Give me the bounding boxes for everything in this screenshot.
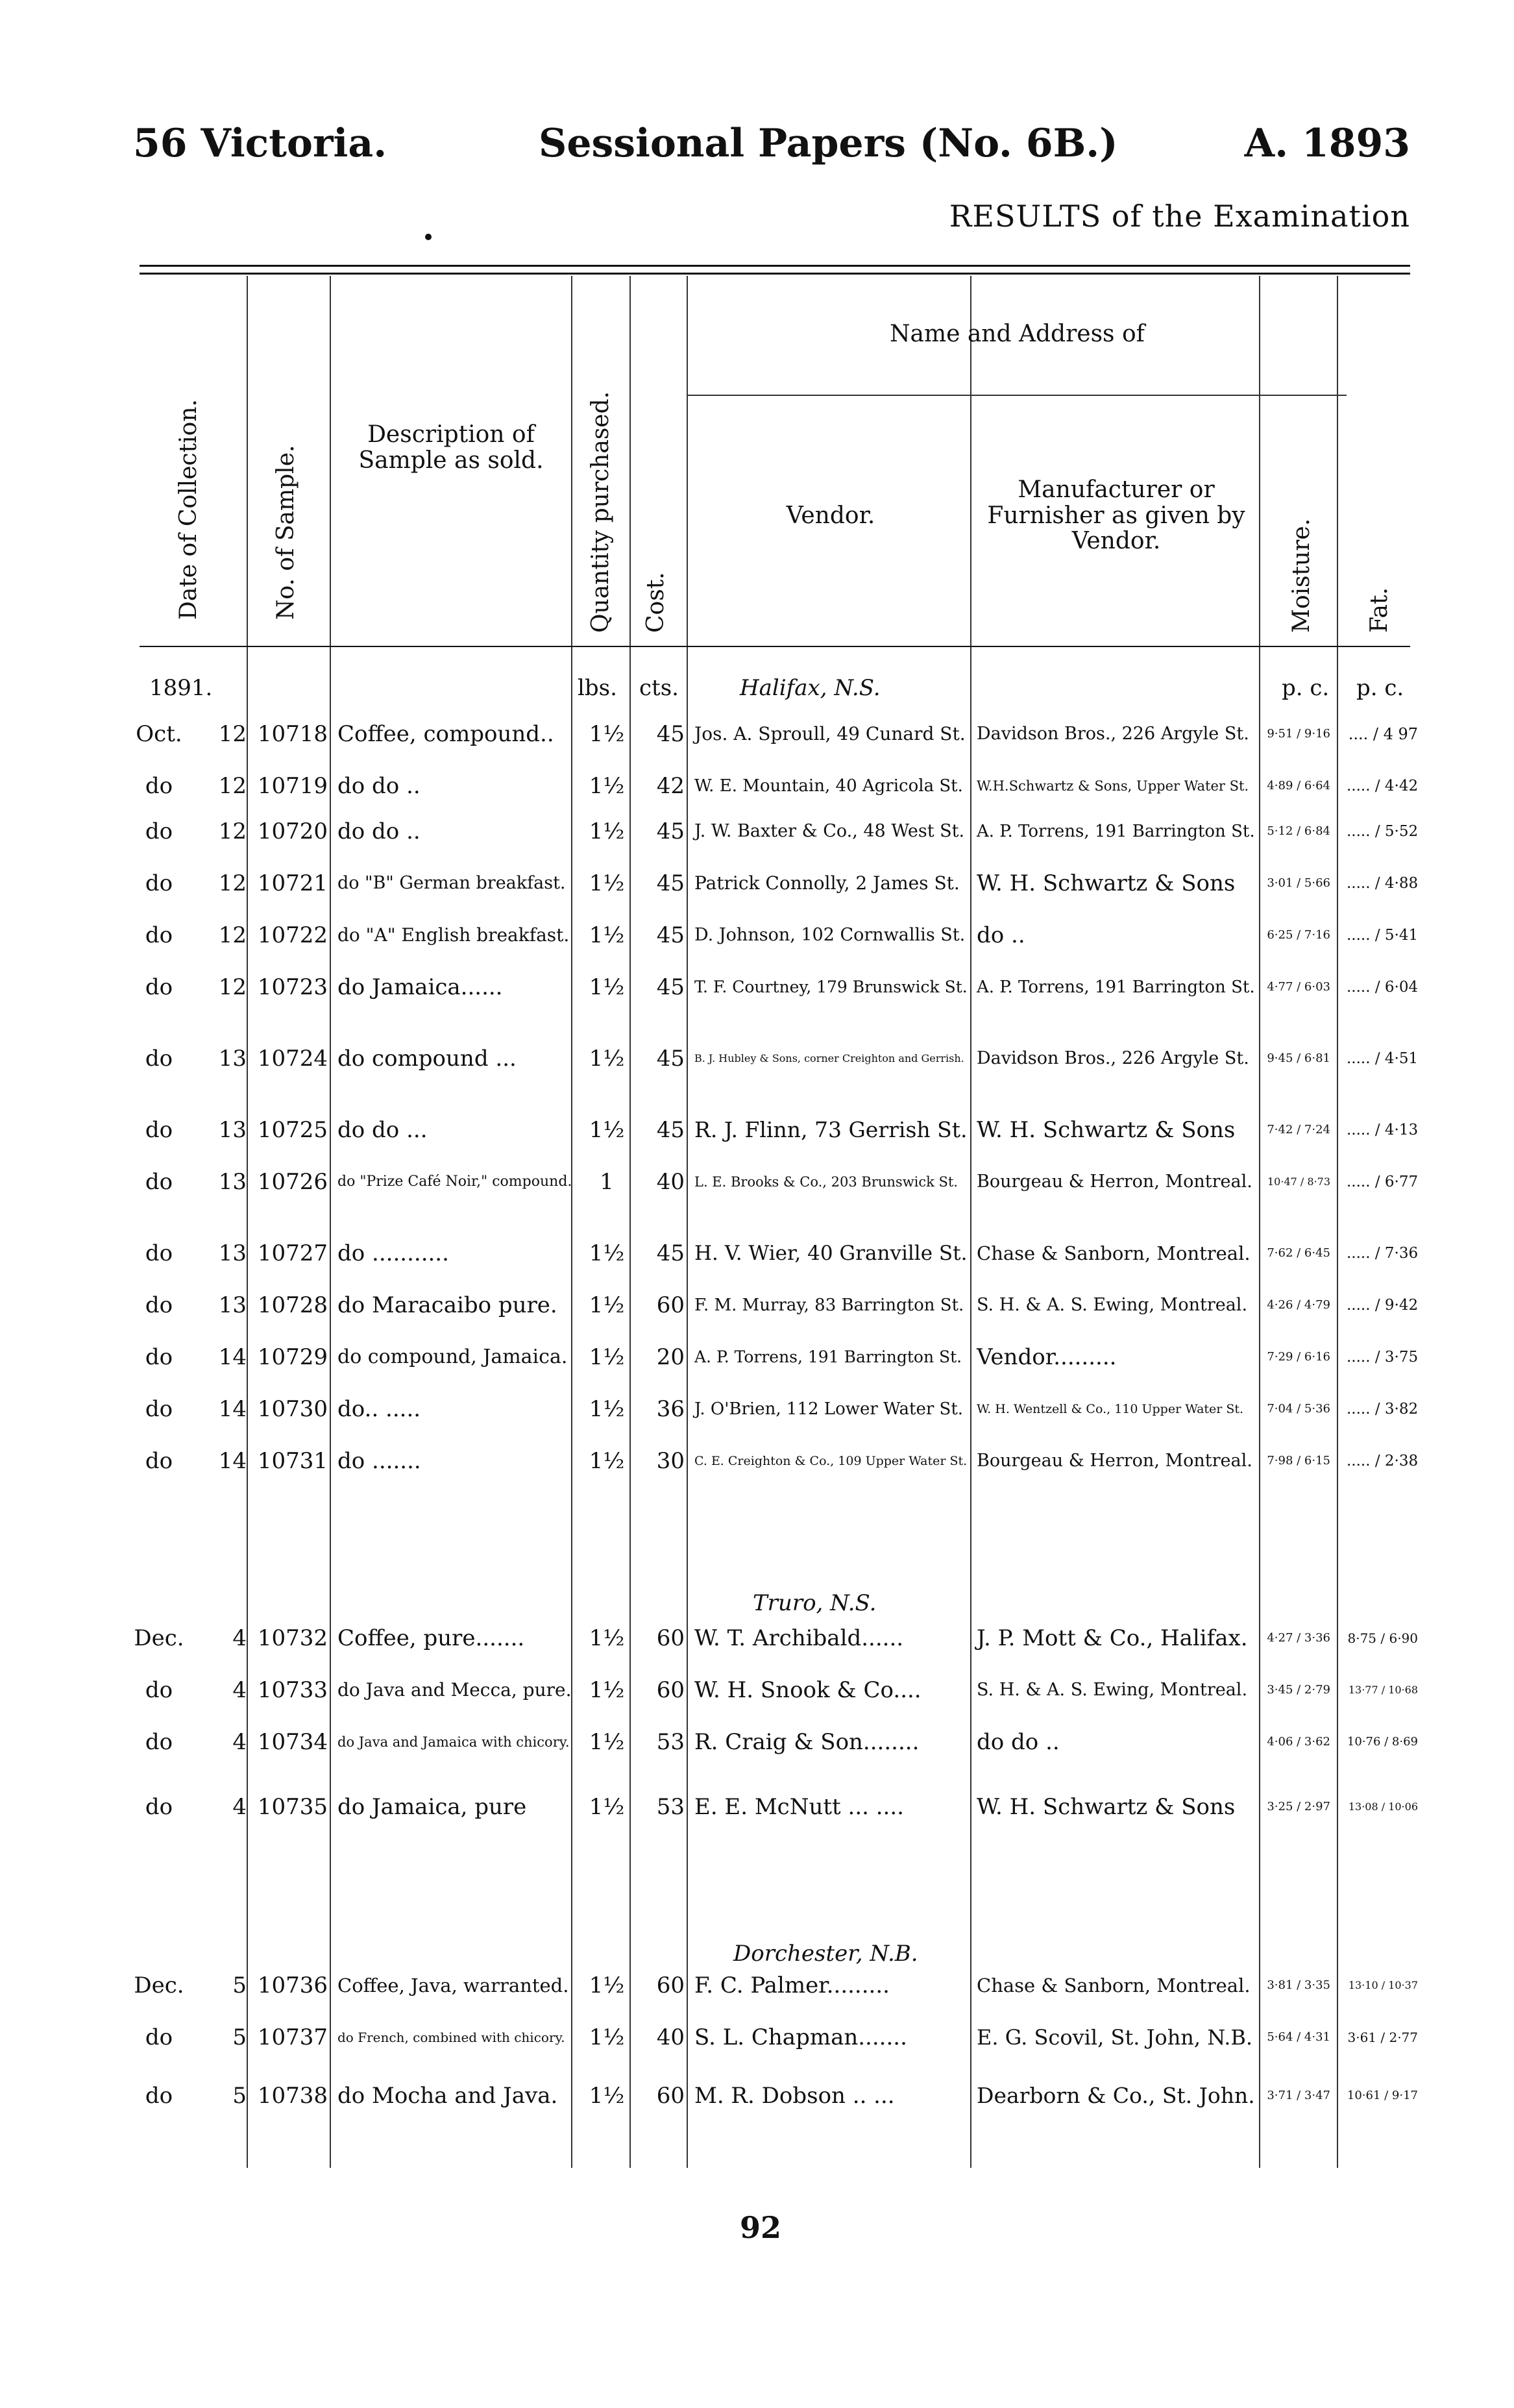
cell-mfr: W. H. Schwartz & Sons <box>977 870 1236 896</box>
cell-day: 5 <box>232 1972 247 1998</box>
cell-vendor: W. H. Snook & Co.... <box>694 1677 922 1703</box>
cell-qty: 1½ <box>589 1344 625 1370</box>
cell-no: 10738 <box>257 2083 328 2109</box>
cell-fat: ..... / 4·88 <box>1347 875 1419 892</box>
cell-desc: do do .. <box>337 818 421 844</box>
cell-qty: 1½ <box>589 2083 625 2109</box>
cell-fat: 13·08 / 10·06 <box>1348 1800 1418 1813</box>
col-sep <box>687 276 688 2168</box>
cell-desc: do ........... <box>337 1240 449 1266</box>
cell-day: 12 <box>218 974 247 1000</box>
table-row <box>0 871 1514 910</box>
cell-cost: 45 <box>656 818 685 844</box>
cell-qty: 1½ <box>589 974 625 1000</box>
col-fat-header: Fat. <box>1366 587 1393 633</box>
cell-desc: do French, combined with chicory. <box>337 2030 565 2045</box>
cell-month: do <box>145 1292 173 1318</box>
cell-mfr: do do .. <box>977 1729 1060 1755</box>
cell-no: 10735 <box>257 1794 328 1820</box>
cell-no: 10734 <box>257 1729 328 1755</box>
cell-mfr: W.H.Schwartz & Sons, Upper Water St. <box>977 778 1249 794</box>
cell-month: do <box>145 2083 173 2109</box>
col-sep <box>629 276 631 2168</box>
cell-no: 10726 <box>257 1169 328 1195</box>
cell-day: 13 <box>218 1292 247 1318</box>
cell-day: 13 <box>218 1169 247 1195</box>
cell-qty: 1½ <box>589 1396 625 1422</box>
table-row <box>0 923 1514 962</box>
cell-moist: 10·47 / 8·73 <box>1267 1175 1330 1188</box>
cell-no: 10721 <box>257 870 328 896</box>
cell-day: 14 <box>218 1344 247 1370</box>
cell-cost: 45 <box>656 870 685 896</box>
cell-cost: 45 <box>656 721 685 747</box>
cell-no: 10733 <box>257 1677 328 1703</box>
table-row <box>0 722 1514 761</box>
cell-day: 13 <box>218 1240 247 1266</box>
cell-mfr: A. P. Torrens, 191 Barrington St. <box>977 822 1255 841</box>
cell-fat: ..... / 5·41 <box>1347 927 1419 944</box>
header-right: A. 1893 <box>1244 121 1410 166</box>
cell-moist: 3·25 / 2·97 <box>1267 1800 1330 1813</box>
cell-mfr: Davidson Bros., 226 Argyle St. <box>977 1048 1249 1068</box>
cell-mfr: A. P. Torrens, 191 Barrington St. <box>977 977 1255 997</box>
cell-moist: 7·29 / 6·16 <box>1267 1350 1330 1364</box>
cell-qty: 1½ <box>589 1117 625 1143</box>
cell-qty: 1½ <box>589 1240 625 1266</box>
cell-mfr: Chase & Sanborn, Montreal. <box>977 1974 1251 1996</box>
header-center: Sessional Papers (No. 6B.) <box>539 121 1118 166</box>
col-sep <box>970 276 971 2168</box>
top-rule <box>140 265 1410 267</box>
cell-fat: ..... / 4·42 <box>1347 778 1419 794</box>
name-address-separator <box>688 395 1347 396</box>
cell-qty: 1½ <box>589 1677 625 1703</box>
table-row <box>0 975 1514 1014</box>
cell-day: 14 <box>218 1448 247 1474</box>
cell-moist: 7·98 / 6·15 <box>1267 1454 1330 1468</box>
cell-day: 4 <box>232 1729 247 1755</box>
cell-fat: 3·61 / 2·77 <box>1347 2030 1418 2045</box>
col-sep <box>247 276 248 2168</box>
header-left: 56 Victoria. <box>133 121 387 166</box>
cell-month: do <box>145 1169 173 1195</box>
cell-moist: 4·89 / 6·64 <box>1267 779 1330 792</box>
table-row <box>0 1170 1514 1209</box>
page-number: 92 <box>740 2210 782 2245</box>
fat-unit: p. c. <box>1356 675 1404 701</box>
cell-no: 10725 <box>257 1117 328 1143</box>
cell-day: 4 <box>232 1677 247 1703</box>
cell-cost: 40 <box>656 2024 685 2050</box>
cell-fat: 13·77 / 10·68 <box>1348 1684 1418 1696</box>
cell-month: do <box>145 870 173 896</box>
cell-vendor: D. Johnson, 102 Cornwallis St. <box>694 925 966 945</box>
col-vendor-header: Vendor. <box>786 502 875 529</box>
cell-vendor: R. J. Flinn, 73 Gerrish St. <box>694 1117 968 1142</box>
cell-no: 10723 <box>257 974 328 1000</box>
cell-desc: Coffee, pure....... <box>337 1625 525 1651</box>
cell-moist: 4·27 / 3·36 <box>1267 1631 1330 1645</box>
section-halifax: Halifax, N.S. <box>740 675 881 701</box>
cell-mfr: Dearborn & Co., St. John. <box>977 2083 1255 2108</box>
cell-vendor: J. O'Brien, 112 Lower Water St. <box>694 1399 964 1419</box>
printer-dot <box>425 234 432 240</box>
cell-vendor: R. Craig & Son........ <box>694 1729 920 1755</box>
col-date-header: Date of Collection. <box>175 399 202 620</box>
cell-fat: ..... / 4·13 <box>1347 1122 1419 1138</box>
cell-month: do <box>145 1794 173 1820</box>
cell-fat: 13·10 / 10·37 <box>1348 1979 1418 1991</box>
col-moisture-header: Moisture. <box>1288 518 1315 633</box>
cell-qty: 1½ <box>589 922 625 948</box>
header-bottom-rule <box>140 646 1410 647</box>
table-row <box>0 1795 1514 1834</box>
qty-unit: lbs. <box>578 675 617 701</box>
cell-no: 10724 <box>257 1046 328 1072</box>
cell-fat: ..... / 5·52 <box>1347 823 1419 840</box>
cell-moist: 3·45 / 2·79 <box>1267 1683 1330 1697</box>
cell-mfr: J. P. Mott & Co., Halifax. <box>977 1625 1248 1651</box>
cell-desc: Coffee, compound.. <box>337 721 554 747</box>
cell-qty: 1½ <box>589 773 625 799</box>
cell-vendor: B. J. Hubley & Sons, corner Creighton and Gerrish. <box>694 1052 964 1064</box>
top-rule-2 <box>140 273 1410 275</box>
cell-no: 10728 <box>257 1292 328 1318</box>
cell-fat: ..... / 6·04 <box>1347 979 1419 996</box>
cell-vendor: F. C. Palmer......... <box>694 1972 890 1998</box>
col-sep <box>1259 276 1260 2168</box>
cell-month: Dec. <box>134 1972 184 1998</box>
cell-desc: do "A" English breakfast. <box>337 924 570 946</box>
cell-vendor: J. W. Baxter & Co., 48 West St. <box>694 821 965 841</box>
cell-desc: Coffee, Java, warranted. <box>337 1974 569 1996</box>
cell-moist: 4·77 / 6·03 <box>1267 980 1330 994</box>
cell-qty: 1½ <box>589 818 625 844</box>
cell-vendor: S. L. Chapman....... <box>694 2024 907 2050</box>
table-row <box>0 2083 1514 2122</box>
cell-mfr: Chase & Sanborn, Montreal. <box>977 1242 1251 1264</box>
cell-qty: 1½ <box>589 721 625 747</box>
cell-moist: 3·71 / 3·47 <box>1267 2089 1330 2102</box>
cell-month: Dec. <box>134 1625 184 1651</box>
cell-fat: 10·76 / 8·69 <box>1347 1735 1418 1749</box>
cell-month: Oct. <box>136 721 182 747</box>
cell-mfr: Bourgeau & Herron, Montreal. <box>977 1451 1252 1471</box>
col-sep <box>1337 276 1338 2168</box>
table-row <box>0 1730 1514 1769</box>
cell-qty: 1½ <box>589 1625 625 1651</box>
cell-cost: 60 <box>656 2083 685 2109</box>
cell-day: 12 <box>218 818 247 844</box>
cell-fat: 8·75 / 6·90 <box>1347 1630 1418 1646</box>
col-description-header: Description of Sample as sold. <box>358 421 544 474</box>
cell-qty: 1½ <box>589 1448 625 1474</box>
cell-mfr: W. H. Wentzell & Co., 110 Upper Water St. <box>977 1402 1244 1416</box>
table-row <box>0 1449 1514 1488</box>
col-cost-header: Cost. <box>642 572 669 633</box>
cell-mfr: W. H. Schwartz & Sons <box>977 1117 1236 1143</box>
cell-no: 10727 <box>257 1240 328 1266</box>
cell-cost: 53 <box>656 1794 685 1820</box>
col-quantity-header: Quantity purchased. <box>587 391 614 633</box>
cell-cost: 36 <box>656 1396 685 1422</box>
cell-no: 10722 <box>257 922 328 948</box>
cell-mfr: Bourgeau & Herron, Montreal. <box>977 1172 1252 1192</box>
cell-desc: do ....... <box>337 1448 421 1474</box>
cell-moist: 4·26 / 4·79 <box>1267 1298 1330 1312</box>
cell-moist: 3·01 / 5·66 <box>1267 876 1330 890</box>
table-row <box>0 1973 1514 2012</box>
cell-day: 12 <box>218 922 247 948</box>
table-row <box>0 1678 1514 1717</box>
cell-moist: 9·51 / 9·16 <box>1267 727 1330 741</box>
cell-moist: 7·42 / 7·24 <box>1267 1123 1330 1136</box>
moisture-unit: p. c. <box>1282 675 1330 701</box>
year-label: 1891. <box>149 675 213 701</box>
cell-desc: do do .. <box>337 773 421 799</box>
cell-moist: 4·06 / 3·62 <box>1267 1735 1330 1749</box>
cell-cost: 45 <box>656 922 685 948</box>
cell-desc: do Java and Jamaica with chicory. <box>337 1734 570 1750</box>
cell-vendor: M. R. Dobson .. ... <box>694 2083 895 2109</box>
cell-mfr: S. H. & A. S. Ewing, Montreal. <box>977 1680 1248 1700</box>
cell-fat: ..... / 3·82 <box>1347 1401 1419 1418</box>
section-truro: Truro, N.S. <box>753 1590 877 1616</box>
cell-month: do <box>145 1344 173 1370</box>
cell-fat: 10·61 / 9·17 <box>1347 2089 1418 2102</box>
cell-day: 13 <box>218 1046 247 1072</box>
cell-fat: .... / 4 97 <box>1348 725 1418 743</box>
cell-day: 12 <box>218 773 247 799</box>
cell-cost: 60 <box>656 1972 685 1998</box>
cell-cost: 53 <box>656 1729 685 1755</box>
cell-no: 10718 <box>257 721 328 747</box>
cell-desc: do "Prize Café Noir," compound. <box>337 1173 572 1190</box>
cell-qty: 1½ <box>589 870 625 896</box>
cell-fat: ..... / 4·51 <box>1347 1050 1419 1067</box>
cell-mfr: S. H. & A. S. Ewing, Montreal. <box>977 1295 1248 1315</box>
cell-mfr: Vendor......... <box>977 1344 1117 1370</box>
cell-desc: do Maracaibo pure. <box>337 1292 557 1318</box>
cell-desc: do "B" German breakfast. <box>337 873 566 893</box>
cell-desc: do do ... <box>337 1117 428 1143</box>
table-row <box>0 1241 1514 1280</box>
cell-vendor: C. E. Creighton & Co., 109 Upper Water St. <box>694 1454 968 1468</box>
table-row <box>0 1345 1514 1384</box>
cell-month: do <box>145 1677 173 1703</box>
table-row <box>0 1397 1514 1436</box>
cell-fat: ..... / 3·75 <box>1347 1349 1419 1366</box>
cell-moist: 7·62 / 6·45 <box>1267 1246 1330 1260</box>
cell-vendor: F. M. Murray, 83 Barrington St. <box>694 1296 964 1315</box>
cell-month: do <box>145 1396 173 1422</box>
cell-month: do <box>145 773 173 799</box>
cell-vendor: Jos. A. Sproull, 49 Cunard St. <box>694 723 966 744</box>
cell-mfr: do .. <box>977 922 1025 948</box>
cell-vendor: E. E. McNutt ... .... <box>694 1794 904 1820</box>
cell-qty: 1½ <box>589 1046 625 1072</box>
cell-cost: 40 <box>656 1169 685 1195</box>
cell-qty: 1½ <box>589 1794 625 1820</box>
cell-moist: 7·04 / 5·36 <box>1267 1402 1330 1416</box>
cell-vendor: L. E. Brooks & Co., 203 Brunswick St. <box>694 1174 958 1190</box>
cell-desc: do Mocha and Java. <box>337 2083 558 2109</box>
col-sample-header: No. of Sample. <box>273 445 299 620</box>
cell-month: do <box>145 1240 173 1266</box>
cell-fat: ..... / 2·38 <box>1347 1453 1419 1469</box>
results-subtitle: RESULTS of the Examination <box>949 199 1410 234</box>
cell-month: do <box>145 1046 173 1072</box>
cell-vendor: H. V. Wier, 40 Granville St. <box>694 1242 968 1265</box>
cell-month: do <box>145 818 173 844</box>
cell-cost: 60 <box>656 1292 685 1318</box>
cell-vendor: W. T. Archibald...... <box>694 1625 904 1651</box>
cell-month: do <box>145 974 173 1000</box>
cell-qty: 1½ <box>589 1729 625 1755</box>
cost-unit: cts. <box>639 675 679 701</box>
cell-moist: 5·64 / 4·31 <box>1267 2030 1330 2044</box>
cell-mfr: W. H. Schwartz & Sons <box>977 1794 1236 1820</box>
cell-moist: 6·25 / 7·16 <box>1267 928 1330 942</box>
cell-no: 10737 <box>257 2024 328 2050</box>
table-row <box>0 1626 1514 1665</box>
cell-day: 12 <box>218 721 247 747</box>
cell-month: do <box>145 2024 173 2050</box>
cell-cost: 60 <box>656 1677 685 1703</box>
cell-moist: 9·45 / 6·81 <box>1267 1051 1330 1065</box>
cell-vendor: Patrick Connolly, 2 James St. <box>694 872 960 894</box>
cell-day: 5 <box>232 2083 247 2109</box>
cell-no: 10719 <box>257 773 328 799</box>
cell-no: 10720 <box>257 818 328 844</box>
cell-month: do <box>145 922 173 948</box>
table-row <box>0 1046 1514 1085</box>
table-row <box>0 2025 1514 2064</box>
cell-month: do <box>145 1729 173 1755</box>
cell-mfr: E. G. Scovil, St. John, N.B. <box>977 2025 1253 2050</box>
cell-desc: do compound, Jamaica. <box>337 1345 568 1368</box>
cell-qty: 1 <box>600 1169 614 1195</box>
cell-moist: 5·12 / 6·84 <box>1267 824 1330 838</box>
cell-vendor: A. P. Torrens, 191 Barrington St. <box>694 1347 962 1366</box>
cell-day: 5 <box>232 2024 247 2050</box>
cell-no: 10729 <box>257 1344 328 1370</box>
cell-qty: 1½ <box>589 1292 625 1318</box>
table-row <box>0 819 1514 858</box>
table-row <box>0 1118 1514 1157</box>
table-row <box>0 1293 1514 1332</box>
cell-no: 10731 <box>257 1448 328 1474</box>
cell-cost: 45 <box>656 1046 685 1072</box>
cell-day: 12 <box>218 870 247 896</box>
table-row <box>0 774 1514 813</box>
col-name-address-header: Name and Address of <box>890 321 1145 347</box>
cell-day: 4 <box>232 1625 247 1651</box>
cell-moist: 3·81 / 3·35 <box>1267 1978 1330 1992</box>
cell-desc: do compound ... <box>337 1046 517 1072</box>
col-manufacturer-header: Manufacturer or Furnisher as given by Vendor. <box>987 476 1245 555</box>
cell-qty: 1½ <box>589 1972 625 1998</box>
section-dorchester: Dorchester, N.B. <box>733 1941 918 1967</box>
cell-desc: do.. ..... <box>337 1396 421 1422</box>
cell-month: do <box>145 1117 173 1143</box>
cell-fat: ..... / 9·42 <box>1347 1297 1419 1314</box>
cell-mfr: Davidson Bros., 226 Argyle St. <box>977 724 1249 744</box>
cell-cost: 45 <box>656 1240 685 1266</box>
cell-day: 13 <box>218 1117 247 1143</box>
cell-day: 4 <box>232 1794 247 1820</box>
cell-fat: ..... / 6·77 <box>1347 1173 1419 1190</box>
cell-no: 10732 <box>257 1625 328 1651</box>
cell-desc: do Java and Mecca, pure. <box>337 1679 572 1701</box>
cell-cost: 30 <box>656 1448 685 1474</box>
cell-fat: ..... / 7·36 <box>1347 1245 1419 1262</box>
cell-no: 10736 <box>257 1972 328 1998</box>
cell-cost: 45 <box>656 1117 685 1143</box>
cell-cost: 20 <box>656 1344 685 1370</box>
col-sep <box>330 276 331 2168</box>
cell-cost: 45 <box>656 974 685 1000</box>
cell-desc: do Jamaica, pure <box>337 1794 527 1820</box>
cell-desc: do Jamaica...... <box>337 974 503 1000</box>
cell-vendor: T. F. Courtney, 179 Brunswick St. <box>694 977 968 996</box>
cell-no: 10730 <box>257 1396 328 1422</box>
cell-vendor: W. E. Mountain, 40 Agricola St. <box>694 776 963 796</box>
cell-cost: 42 <box>656 773 685 799</box>
cell-day: 14 <box>218 1396 247 1422</box>
cell-cost: 60 <box>656 1625 685 1651</box>
col-sep <box>571 276 572 2168</box>
cell-month: do <box>145 1448 173 1474</box>
cell-qty: 1½ <box>589 2024 625 2050</box>
